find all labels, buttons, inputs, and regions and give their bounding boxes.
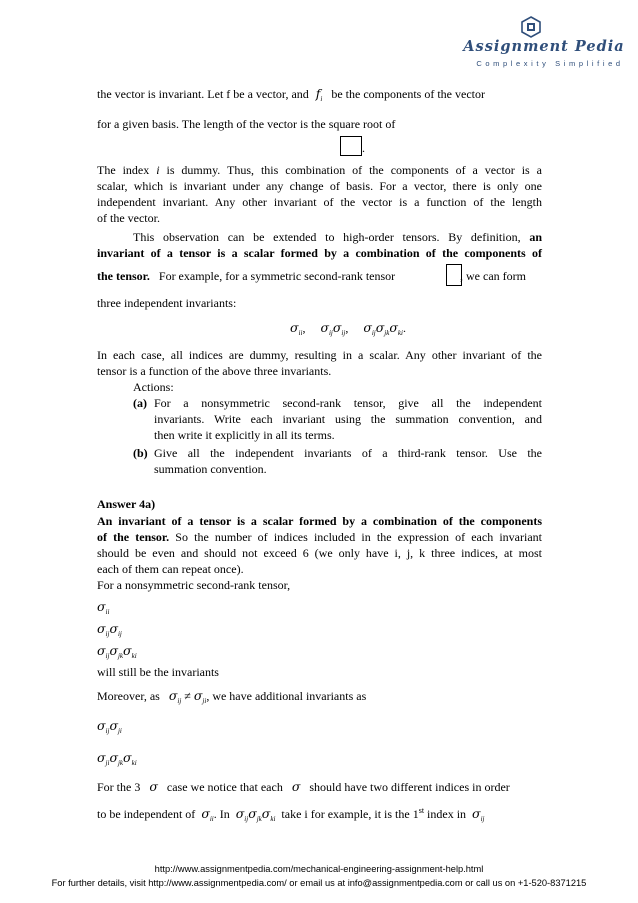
text-line: of the tensor. So the number of indices included in the expression of each invariant [97, 530, 542, 544]
text-line: For a nonsymmetric second-rank tensor, [97, 578, 291, 592]
text-line: tensor is a function of the above three invariants. [97, 364, 332, 378]
list-label-b: (b) [133, 446, 148, 460]
math-line: $\sigma_{ij}\sigma_{jk}\sigma_{ki}$ [97, 643, 137, 660]
answer-heading: Answer 4a) [97, 497, 156, 511]
math-line: $\sigma_{ij}\sigma_{ji}$ [97, 718, 122, 735]
logo-emblem-icon [520, 16, 542, 38]
text-line: the vector is invariant. Let f be a vector, and $f_i$ be the components of the vector [97, 86, 485, 103]
list-label-a: (a) [133, 396, 147, 410]
text-line-bold: An invariant of a tensor is a scalar formed by a combination of the components [97, 514, 542, 528]
equation-placeholder-box [340, 136, 362, 156]
list-item-a-text: then write it explicitly in all its terms. [154, 428, 335, 442]
footer-contact: For further details, visit http://www.assignmentpedia.com/ or email us at info@assignmentpedia.com or call us on +1-520-8371215 [51, 878, 587, 888]
list-item-a-text: invariants. Write each invariant using the summation convention, and [154, 412, 542, 426]
text-line: This observation can be extended to high-order tensors. By definition, an [133, 230, 543, 244]
text-line: will still be the invariants [97, 665, 219, 679]
list-item-b-text: Give all the independent invariants of a third-rank tensor. Use the [154, 446, 542, 460]
text-line: to be independent of $\sigma_{ii}$. In $\sigma_{ij}\sigma_{jk}\sigma_{ki}$ take i for example, it is the 1st index in $\sigma_{ij}$ [97, 806, 485, 823]
text-line: In each case, all indices are dummy, resulting in a scalar. Any other invariant of the [97, 348, 542, 362]
list-item-a-text: For a nonsymmetric second-rank tensor, give all the independent [154, 396, 542, 410]
text-line: each of them can repeat once). [97, 562, 244, 576]
text-line: scalar, which is invariant under any change of basis. For a vector, there is only one [97, 179, 542, 193]
text-line: The index i is dummy. Thus, this combination of the components of a vector is a [97, 163, 542, 177]
math-line: $\sigma_{ji}\sigma_{jk}\sigma_{ki}$ [97, 750, 137, 767]
text-line: For the 3 σ case we notice that each σ should have two different indices in order [97, 779, 510, 794]
logo-brand-text: Assignment Pedia [463, 38, 625, 55]
text-line-bold: invariant of a tensor is a scalar formed by a combination of the components of [97, 246, 542, 260]
text-line: should be even and should not exceed 6 (we only have i, j, k three indices, at most [97, 546, 542, 560]
text-line: for a given basis. The length of the vector is the square root of [97, 117, 396, 131]
assignmentpedia-logo [460, 12, 630, 72]
text-line: Moreover, as $\sigma_{ij} \ne \sigma_{ji}$, we have additional invariants as [97, 688, 367, 705]
text-line: independent invariant. Any other invariant of the vector is a function of the length [97, 195, 542, 209]
math-line: $\sigma_{ij}\sigma_{ij}$ [97, 621, 122, 638]
logo-tagline: Complexity Simplified [476, 59, 624, 68]
text-line: the tensor. For example, for a symmetric second-rank tensor [97, 269, 396, 283]
period: . [362, 141, 365, 155]
text-line: of the vector. [97, 211, 160, 225]
math-line: $\sigma_{ii}$ [97, 599, 110, 616]
actions-label: Actions: [133, 380, 174, 394]
list-item-b-text: summation convention. [154, 462, 267, 476]
text-line: three independent invariants: [97, 296, 237, 310]
text-line: , we can form [460, 269, 526, 283]
footer-url: http://www.assignmentpedia.com/mechanical-engineering-assignment-help.html [154, 864, 484, 874]
invariants-equation: $\sigma_{ii}$, $\sigma_{ij}\sigma_{ij}$, $\sigma_{ij}\sigma_{jk}\sigma_{ki}$. [290, 320, 406, 337]
